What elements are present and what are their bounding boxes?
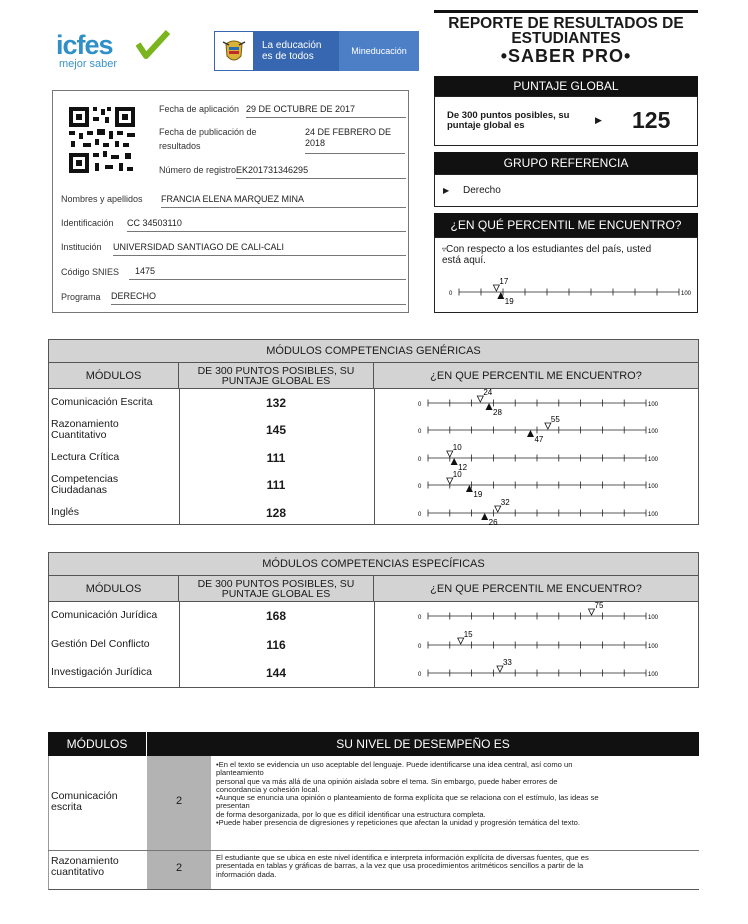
module-percentil-scale [376, 416, 696, 443]
grupo-referencia-panel [434, 174, 698, 207]
module-score: 128 [265, 505, 287, 520]
percentil-country-value: 33 [502, 659, 512, 667]
title-line1: REPORTE DE RESULTADOS DE [448, 15, 684, 32]
identificacion-value: CC 34503110 [127, 218, 406, 232]
module-name [51, 610, 157, 621]
table-row [48, 659, 699, 688]
nombre-label: Nombres y apellidos [61, 194, 143, 204]
especificas-title: MÓDULOS COMPETENCIAS ESPECÍFICAS [48, 552, 699, 576]
scale-max-label: 100 [648, 484, 659, 491]
table-row [48, 631, 699, 660]
scale-max-label: 100 [648, 672, 659, 678]
global-percentil-panel [434, 237, 698, 313]
module-name-line: Comunicación Jurídica [51, 609, 158, 621]
desempeno-row-name-1: Razonamiento [51, 855, 119, 867]
module-percentil-scale [376, 471, 696, 498]
description-line: información dada. [216, 869, 277, 879]
grupo-referencia-header: GRUPO REFERENCIA [434, 152, 698, 174]
genericas-col-score-1: DE 300 PUNTOS POSIBLES, SU [197, 365, 355, 377]
global-score-value: 125 [632, 107, 671, 133]
desempeno-row-name [51, 791, 118, 813]
global-score-panel [434, 96, 698, 146]
table-row [48, 389, 699, 416]
global-percentil-header: ¿EN QUÉ PERCENTIL ME ENCUENTRO? [434, 213, 698, 237]
especificas-col-score [178, 575, 374, 602]
module-score: 145 [265, 423, 287, 438]
desempeno-level: 2 [175, 795, 183, 807]
percentil-group-value: 19 [473, 490, 483, 499]
description-line: El estudiante que se ubica en este nivel identifica e interpreta información explícita de diversas fuentes, que es [216, 853, 589, 862]
title-line3: •SABER PRO• [500, 46, 632, 66]
description-line: planteamiento [216, 768, 264, 778]
module-score: 168 [265, 609, 287, 623]
fecha-publicacion-label-2: resultados [159, 141, 201, 151]
scale-min-label: 0 [418, 643, 422, 650]
report-title [434, 10, 698, 75]
snies-value [129, 266, 406, 280]
module-score: 132 [265, 396, 287, 410]
global-score-text-2: puntaje global es [447, 120, 525, 131]
percentil-group-value: 12 [458, 462, 468, 472]
desempeno-description [216, 761, 696, 827]
fecha-publicacion-label [159, 125, 257, 153]
scale-min-label: 0 [418, 402, 422, 408]
fecha-publicacion-label-1: Fecha de publicación de [159, 127, 257, 137]
percentil-group-value: 26 [488, 517, 498, 526]
grupo-referencia-value: Derecho [463, 185, 501, 196]
programa-label: Programa [61, 292, 101, 302]
icfes-tagline: mejor saber [59, 58, 118, 70]
description-line: concordancia y cohesión local. [216, 784, 320, 794]
module-percentil-scale [376, 659, 696, 688]
percentil-country-value: 32 [500, 498, 510, 507]
percentil-country-value: 55 [550, 416, 560, 425]
table-row [48, 499, 699, 526]
module-name [51, 397, 153, 408]
fecha-aplicacion-label: Fecha de aplicación [159, 104, 240, 114]
module-percentil-scale [376, 602, 696, 631]
icfes-logo [56, 32, 171, 70]
module-name-line: Razonamiento [51, 418, 119, 431]
module-name [51, 474, 118, 496]
module-name-line: Comunicación Escrita [51, 396, 153, 408]
global-percentil-text [442, 244, 651, 266]
genericas-col-pct: ¿EN QUE PERCENTIL ME ENCUENTRO? [373, 362, 699, 389]
desempeno-description [216, 854, 696, 879]
percentil-country-value: 15 [463, 630, 473, 639]
scale-max-label: 100 [648, 511, 659, 518]
genericas-col-score [178, 362, 374, 389]
table-row [48, 444, 699, 471]
module-score: 116 [266, 637, 286, 652]
especificas-col-pct: ¿EN QUE PERCENTIL ME ENCUENTRO? [373, 575, 699, 602]
percentil-group-marker [527, 430, 534, 437]
module-name [51, 507, 79, 518]
module-percentil-scale [376, 499, 696, 526]
module-name-line: Investigación Jurídica [51, 666, 152, 678]
scale-min-label: 0 [418, 429, 422, 436]
scale-max-label: 100 [648, 402, 659, 408]
module-name-line: Ciudadanas [51, 484, 108, 497]
global-percentil-text-2: está aquí. [442, 255, 486, 266]
desempeno-row-name-2: escrita [51, 801, 82, 813]
scale-min-label: 0 [418, 511, 422, 518]
module-percentil-scale [376, 631, 696, 660]
scale-min-label: 0 [418, 456, 422, 463]
snies-value-text: 1475 [135, 266, 156, 276]
description-line: •En el texto se evidencia un uso aceptable del lenguaje. Puede identificarse una idea central, así como un [216, 760, 573, 769]
percentil-group-marker [486, 403, 493, 410]
description-line: presentada en tablas y gráficas de barras, a la vez que usa procedimientos aritméticos sencillos a partir de la [216, 861, 584, 871]
desempeno-row-name-1: Comunicación [51, 790, 118, 802]
programa-value: DERECHO [111, 291, 406, 305]
module-score: 144 [265, 666, 287, 680]
scale-min-label: 0 [418, 672, 422, 678]
percentil-country-value: 24 [483, 389, 493, 397]
especificas-col-modulos: MÓDULOS [48, 575, 179, 602]
scale-max-label: 100 [681, 291, 692, 297]
description-line: de forma desorganizada, por lo que es difícil identificar una estructura completa. [216, 809, 486, 819]
module-name-line: Cuantitativo [51, 429, 107, 442]
table-row [48, 602, 699, 631]
arrow-right-icon: ▶ [595, 115, 602, 125]
percentil-group-value: 19 [504, 297, 514, 306]
scale-min-label: 0 [418, 615, 422, 621]
genericas-col-score-2: PUNTAJE GLOBAL ES [221, 375, 331, 387]
colombia-coat-of-arms-icon [214, 31, 254, 71]
registro-label: Número de registro [159, 165, 237, 175]
desempeno-row-name [51, 856, 119, 878]
global-score-header: PUNTAJE GLOBAL [434, 76, 698, 96]
percentil-country-value: 75 [594, 602, 604, 610]
especificas-table [48, 552, 699, 692]
fecha-publicacion-value [305, 127, 405, 154]
snies-label: Código SNIES [61, 267, 120, 277]
global-score-text-1: De 300 puntos posibles, su [447, 110, 570, 121]
global-percentil-scale [435, 272, 697, 312]
scale-min-label: 0 [418, 484, 422, 491]
fecha-publicacion-value-1: 24 DE FEBRERO DE [305, 127, 392, 137]
government-logo [214, 31, 419, 71]
module-name-line: Gestión Del Conflicto [51, 637, 150, 650]
check-icon [136, 30, 170, 60]
desempeno-row-name-2: cuantitativo [51, 866, 105, 878]
institucion-value: UNIVERSIDAD SANTIAGO DE CALI-CALI [113, 242, 406, 256]
scale-max-label: 100 [648, 615, 659, 621]
module-name-line: Competencias [51, 473, 119, 486]
gov-slogan [254, 31, 339, 71]
marker-icon: ▿ [442, 245, 447, 254]
scale-max-label: 100 [648, 456, 659, 463]
description-line: personal que va más allá de una opinión aislada sobre el tema. Sin embargo, puede haber errores de [216, 776, 558, 786]
desempeno-col-nivel: SU NIVEL DE DESEMPEÑO ES [147, 732, 699, 756]
table-row [48, 416, 699, 443]
nombre-value: FRANCIA ELENA MARQUEZ MINA [161, 194, 406, 208]
module-score: 111 [266, 450, 286, 465]
description-line: •Aunque se enuncia una opinión o planteamiento de forma explícita que se relaciona con el estímulo, las ideas se [216, 793, 599, 803]
module-percentil-scale [376, 444, 696, 471]
qr-code-icon [67, 105, 137, 175]
module-percentil-scale [376, 389, 696, 416]
ministry-label: Mineducación [339, 31, 419, 71]
genericas-col-modulos: MÓDULOS [48, 362, 179, 389]
module-name [51, 667, 152, 678]
percentil-country-value: 10 [452, 443, 462, 452]
module-name-line: Inglés [51, 505, 80, 518]
registro-value: EK201731346295 [236, 165, 406, 179]
desempeno-level: 2 [175, 862, 183, 874]
percentil-group-value: 28 [493, 408, 502, 417]
title-line2: ESTUDIANTES [511, 30, 621, 47]
global-percentil-text-1: Con respecto a los estudiantes del país, usted [446, 244, 652, 255]
gov-slogan-line2: es de todos [262, 51, 314, 62]
module-name-line: Lectura Crítica [51, 450, 120, 463]
scale-max-label: 100 [648, 429, 659, 436]
arrow-right-icon: ▶ [443, 186, 450, 195]
percentil-group-marker [481, 513, 488, 520]
desempeno-col-modulos: MÓDULOS [48, 732, 146, 756]
module-name [51, 452, 119, 463]
icfes-wordmark: icfes [56, 30, 113, 60]
table-row [48, 471, 699, 498]
global-score-text [447, 111, 569, 131]
module-name [51, 419, 119, 441]
desempeno-table [48, 732, 699, 892]
fecha-aplicacion-value: 29 DE OCTUBRE DE 2017 [246, 104, 406, 118]
percentil-group-marker [451, 458, 458, 465]
fecha-publicacion-value-2: 2018 [305, 138, 326, 148]
description-line: presentan [216, 801, 250, 811]
percentil-group-value: 47 [534, 435, 544, 444]
scale-max-label: 100 [648, 643, 659, 650]
module-score: 111 [266, 478, 286, 493]
student-info-box [52, 90, 409, 313]
especificas-col-score-1: DE 300 PUNTOS POSIBLES, SU [197, 578, 355, 590]
percentil-country-value: 17 [499, 277, 509, 286]
description-line: •Puede haber presencia de digresiones y repeticiones que afectan la unidad y progresión temática del texto. [216, 818, 581, 828]
module-name [51, 639, 150, 650]
gov-slogan-line1: La educación [262, 40, 322, 51]
institucion-label: Institución [61, 242, 102, 252]
percentil-country-value: 10 [452, 471, 462, 480]
genericas-title: MÓDULOS COMPETENCIAS GENÉRICAS [48, 339, 699, 363]
identificacion-label: Identificación [61, 218, 114, 228]
scale-min-label: 0 [449, 291, 453, 297]
especificas-col-score-2: PUNTAJE GLOBAL ES [221, 588, 331, 600]
